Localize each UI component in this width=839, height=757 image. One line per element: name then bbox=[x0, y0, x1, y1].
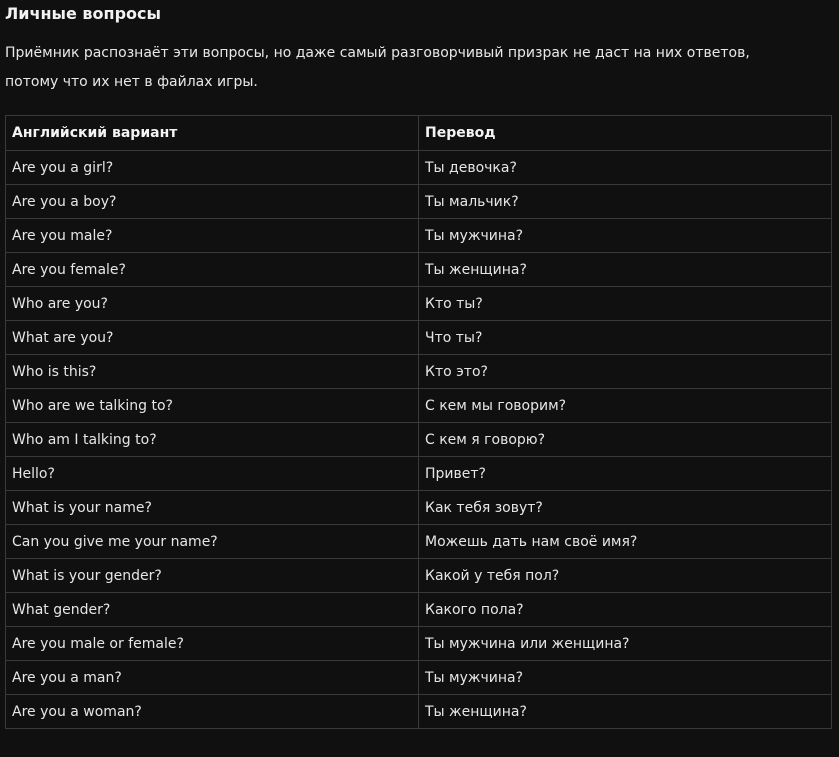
table-body bbox=[6, 151, 832, 729]
english-cell: What is your gender? bbox=[6, 559, 419, 593]
english-cell: Are you a girl? bbox=[6, 151, 419, 185]
translation-cell: Ты мальчик? bbox=[419, 185, 832, 219]
intro-paragraph bbox=[5, 39, 834, 97]
table-row bbox=[6, 661, 832, 695]
table-header-row bbox=[6, 116, 832, 151]
english-cell: Who are we talking to? bbox=[6, 389, 419, 423]
column-header-translation: Перевод bbox=[419, 116, 832, 151]
english-cell: Hello? bbox=[6, 457, 419, 491]
translation-cell: Привет? bbox=[419, 457, 832, 491]
table-row bbox=[6, 185, 832, 219]
english-cell: Who am I talking to? bbox=[6, 423, 419, 457]
section-heading: Личные вопросы bbox=[5, 4, 161, 23]
translation-cell: Кто это? bbox=[419, 355, 832, 389]
translation-cell: Ты женщина? bbox=[419, 253, 832, 287]
table-row bbox=[6, 491, 832, 525]
questions-table bbox=[5, 115, 832, 729]
translation-cell: Можешь дать нам своё имя? bbox=[419, 525, 832, 559]
translation-cell: Ты женщина? bbox=[419, 695, 832, 729]
table-row bbox=[6, 151, 832, 185]
table-row bbox=[6, 355, 832, 389]
translation-cell: Что ты? bbox=[419, 321, 832, 355]
intro-line: Приёмник распознаёт эти вопросы, но даже самый разговорчивый призрак не даст на них ответов, bbox=[5, 45, 750, 61]
english-cell: Are you a boy? bbox=[6, 185, 419, 219]
translation-cell: Ты мужчина? bbox=[419, 661, 832, 695]
table-row bbox=[6, 321, 832, 355]
table-row bbox=[6, 559, 832, 593]
translation-cell: Кто ты? bbox=[419, 287, 832, 321]
english-cell: What are you? bbox=[6, 321, 419, 355]
english-cell: Are you male or female? bbox=[6, 627, 419, 661]
table-row bbox=[6, 287, 832, 321]
table-row bbox=[6, 253, 832, 287]
table-row bbox=[6, 457, 832, 491]
translation-cell: Какого пола? bbox=[419, 593, 832, 627]
english-cell: What is your name? bbox=[6, 491, 419, 525]
table-row bbox=[6, 695, 832, 729]
translation-cell: Ты девочка? bbox=[419, 151, 832, 185]
english-cell: What gender? bbox=[6, 593, 419, 627]
english-cell: Who are you? bbox=[6, 287, 419, 321]
english-cell: Are you a man? bbox=[6, 661, 419, 695]
column-header-english: Английский вариант bbox=[6, 116, 419, 151]
translation-cell: Ты мужчина? bbox=[419, 219, 832, 253]
english-cell: Are you female? bbox=[6, 253, 419, 287]
translation-cell: Какой у тебя пол? bbox=[419, 559, 832, 593]
table-row bbox=[6, 389, 832, 423]
translation-cell: Как тебя зовут? bbox=[419, 491, 832, 525]
table-row bbox=[6, 219, 832, 253]
translation-cell: С кем мы говорим? bbox=[419, 389, 832, 423]
translation-cell: Ты мужчина или женщина? bbox=[419, 627, 832, 661]
table-row bbox=[6, 627, 832, 661]
english-cell: Are you male? bbox=[6, 219, 419, 253]
english-cell: Are you a woman? bbox=[6, 695, 419, 729]
intro-line: потому что их нет в файлах игры. bbox=[5, 74, 258, 90]
table-row bbox=[6, 423, 832, 457]
table-row bbox=[6, 593, 832, 627]
translation-cell: С кем я говорю? bbox=[419, 423, 832, 457]
english-cell: Can you give me your name? bbox=[6, 525, 419, 559]
english-cell: Who is this? bbox=[6, 355, 419, 389]
table-row bbox=[6, 525, 832, 559]
